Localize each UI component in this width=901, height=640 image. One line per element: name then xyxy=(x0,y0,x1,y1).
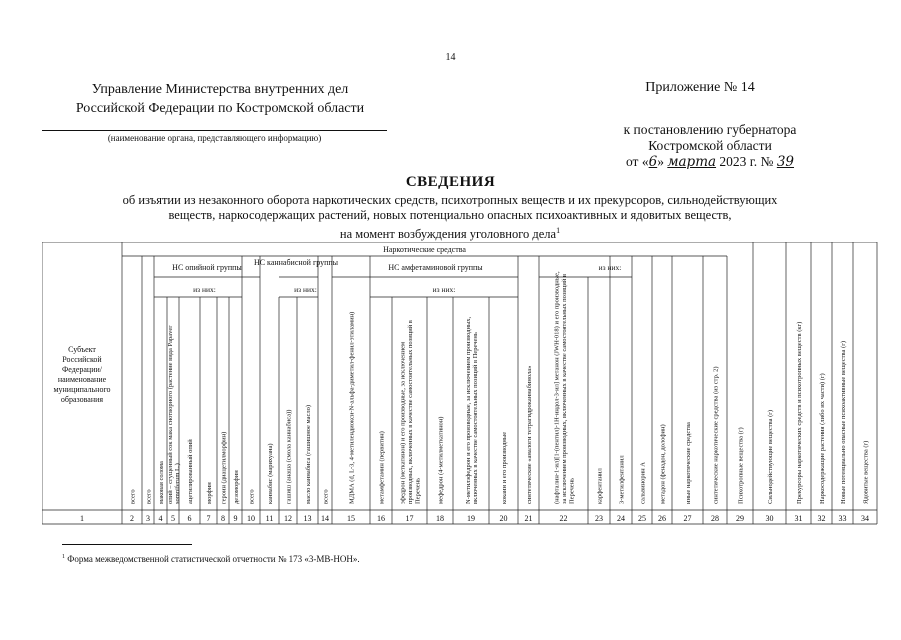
col-number-29: 29 xyxy=(736,514,744,523)
col-header-19: N-метилэфедрон и его производные, за исключением производных, xyxy=(464,316,472,504)
col-number-21: 21 xyxy=(524,514,533,523)
group-cannabis-label: НС каннабисной группы xyxy=(253,258,339,267)
subtitle-line-3 xyxy=(70,223,830,242)
footnote xyxy=(62,554,360,564)
cannabis-of-them: из них: xyxy=(294,285,317,294)
col-number-31: 31 xyxy=(794,514,803,523)
col-header-33: Новые потенциально опасные психоактивные вещества (г) xyxy=(840,340,847,504)
col-number-3: 3 xyxy=(146,514,150,523)
col-header-5-line-2: somniferum L.) xyxy=(174,463,182,504)
col-number-2: 2 xyxy=(130,514,134,523)
col-header-31: Прекурсоры наркотических средств и психотропных веществ (кг) xyxy=(796,321,803,504)
col-header-17: эфедрон (меткатинон) и его производные, за исключением xyxy=(399,341,407,504)
authority-caption: (наименование органа, представляющего информацию) xyxy=(107,133,322,143)
date-day: 6 xyxy=(648,154,658,170)
col-header-11: каннабис (марихуана) xyxy=(267,443,274,504)
col-number-16: 16 xyxy=(377,514,385,523)
col-header-26: метадон (фенадон, долофин) xyxy=(659,424,667,504)
col-number-7: 7 xyxy=(206,514,211,523)
decree-reference xyxy=(560,122,860,170)
col-number-15: 15 xyxy=(347,514,355,523)
issuing-authority xyxy=(60,80,380,118)
date-prefix: от « xyxy=(625,154,649,169)
col-header-22: (нафталин-1-ил)[1-(пентил)-1H-индол-3-ил] метанон (JWH-018) и его производные, xyxy=(553,271,561,504)
col-header-8: героин (диацетилморфин) xyxy=(220,431,228,504)
subject-header: Субъект Российской Федерации/ наименование муниципального образования xyxy=(53,345,111,404)
seizure-table xyxy=(42,242,888,525)
col-header-23: карфентанил xyxy=(596,468,604,504)
col-header-15: МДМА (d, L-3, 4-метилендиокси-N-альфа-диметил-фенил-этиламин) xyxy=(348,311,356,504)
col-number-11: 11 xyxy=(265,514,274,523)
col-header-19-line-2: включенных в качестве самостоятельных позиций в Перечень xyxy=(472,332,480,504)
date-month: марта xyxy=(667,154,717,170)
col-header-9: дезоморфин xyxy=(233,470,240,504)
col-header-17-line-3: Перечень xyxy=(414,477,422,504)
col-header-34: Ядовитые вещества (г) xyxy=(862,440,870,504)
group-amph-label: НС амфетаминовой группы xyxy=(388,263,483,272)
col-header-7: морфин xyxy=(206,482,213,504)
group-narcotic-label: Наркотические средства xyxy=(383,245,466,254)
col-number-25: 25 xyxy=(638,514,646,523)
col-header-4: маковая солома xyxy=(158,461,165,504)
col-header-12: гашиш (анаша (смола каннабиса)) xyxy=(285,409,293,504)
col-number-8: 8 xyxy=(221,514,225,523)
col-header-29: Психотропные вещества (г) xyxy=(737,427,745,504)
footnote-mark: 1 xyxy=(62,554,65,560)
col-header-30: Сильнодействующие вещества (г) xyxy=(767,409,774,504)
col-number-6: 6 xyxy=(187,514,192,523)
col-number-12: 12 xyxy=(284,514,292,523)
col-number-20: 20 xyxy=(499,514,508,523)
col-number-19: 19 xyxy=(467,514,475,523)
col-header-25: сальвинорин А xyxy=(639,462,647,504)
col-header-20: кокаин и его производные xyxy=(501,431,508,504)
col-header-13: масло каннабиса (гашишное масло) xyxy=(305,404,312,504)
col-number-28: 28 xyxy=(711,514,719,523)
col-number-27: 27 xyxy=(683,514,692,523)
col-header-16: метамфетамин (первитин) xyxy=(378,431,386,504)
col-header-32: Наркосодержащие растения (либо их части) (г) xyxy=(819,373,826,504)
decree-line-2: Костромской области xyxy=(648,138,772,153)
report-subtitle xyxy=(70,193,830,242)
col-number-14: 14 xyxy=(321,514,329,523)
authority-line-2: Российской Федерации по Костромской области xyxy=(75,101,365,116)
decree-number: 39 xyxy=(776,154,795,170)
col-header-24: 3-метилфентанил xyxy=(618,455,626,504)
jwh-of-them: из них: xyxy=(598,263,622,272)
col-number-33: 33 xyxy=(838,514,847,523)
report-title: СВЕДЕНИЯ xyxy=(405,174,496,190)
col-number-18: 18 xyxy=(436,514,444,523)
col-header-28: синтетические наркотические средства (из стр. 2) xyxy=(712,366,720,504)
col-header-6: ацетилированный опий xyxy=(187,439,194,504)
col-number-9: 9 xyxy=(233,514,238,523)
col-number-13: 13 xyxy=(303,514,312,523)
col-header-5: опий – сгущенный сок мака снотворного (растение вида Papaver xyxy=(166,325,174,504)
col-header-22-line-3: Перечень xyxy=(568,477,576,504)
date-year: 2023 г. № xyxy=(719,154,774,169)
col-number-17: 17 xyxy=(405,514,414,523)
page-number: 14 xyxy=(445,52,456,63)
subtitle-line-1: об изъятии из незаконного оборота наркотических средств, психотропных веществ и их прекурсоров, сильнодействующих xyxy=(122,193,778,207)
footnote-separator xyxy=(62,544,192,545)
opium-of-them: из них: xyxy=(193,285,216,294)
group-opium-label: НС опийной группы xyxy=(172,263,242,272)
col-header-10: всего xyxy=(248,489,256,504)
col-number-24: 24 xyxy=(617,514,625,523)
footnote-ref: 1 xyxy=(556,226,561,235)
subtitle-line-3-text: на момент возбуждения уголовного дела xyxy=(339,227,557,242)
subtitle-line-2: веществ, наркосодержащих растений, новых потенциально опасных психоактивных и ядовитых веществ, xyxy=(168,208,732,222)
date-mid: » xyxy=(657,154,664,169)
appendix-title: Приложение № 14 xyxy=(645,80,755,95)
col-header-2: всего xyxy=(129,489,137,504)
authority-line-1: Управление Министерства внутренних дел xyxy=(91,82,349,97)
decree-date xyxy=(560,154,860,170)
col-number-23: 23 xyxy=(595,514,603,523)
footnote-text: Форма межведомственной статистической отчетности № 173 «3-МВ-НОН». xyxy=(67,554,360,564)
col-number-34: 34 xyxy=(861,514,869,523)
col-header-21: синтетические «аналоги тетрагидроканнабинола» xyxy=(526,365,533,504)
decree-line-1: к постановлению губернатора xyxy=(623,122,797,137)
col-number-22: 22 xyxy=(559,514,568,523)
col-number-5: 5 xyxy=(171,514,175,523)
col-header-22-line-2: за исключением производных, включенных в качестве самостоятельных позиций в xyxy=(561,273,568,504)
amph-of-them: из них: xyxy=(432,285,456,294)
col-header-3: всего xyxy=(145,489,153,504)
col-number-10: 10 xyxy=(247,514,255,523)
col-number-32: 32 xyxy=(817,514,826,523)
col-number-30: 30 xyxy=(765,514,774,523)
col-number-4: 4 xyxy=(158,514,163,523)
col-header-27: иные наркотические средства xyxy=(685,422,692,504)
authority-underline xyxy=(42,130,387,131)
col-number-26: 26 xyxy=(658,514,666,523)
col-header-18: мефедрон (4-метилметкатинон) xyxy=(437,416,445,504)
col-number-1: 1 xyxy=(80,514,84,523)
col-header-14: всего xyxy=(322,489,330,504)
col-header-17-line-2: производных, включенных в качестве самостоятельных позиций в xyxy=(407,320,414,504)
